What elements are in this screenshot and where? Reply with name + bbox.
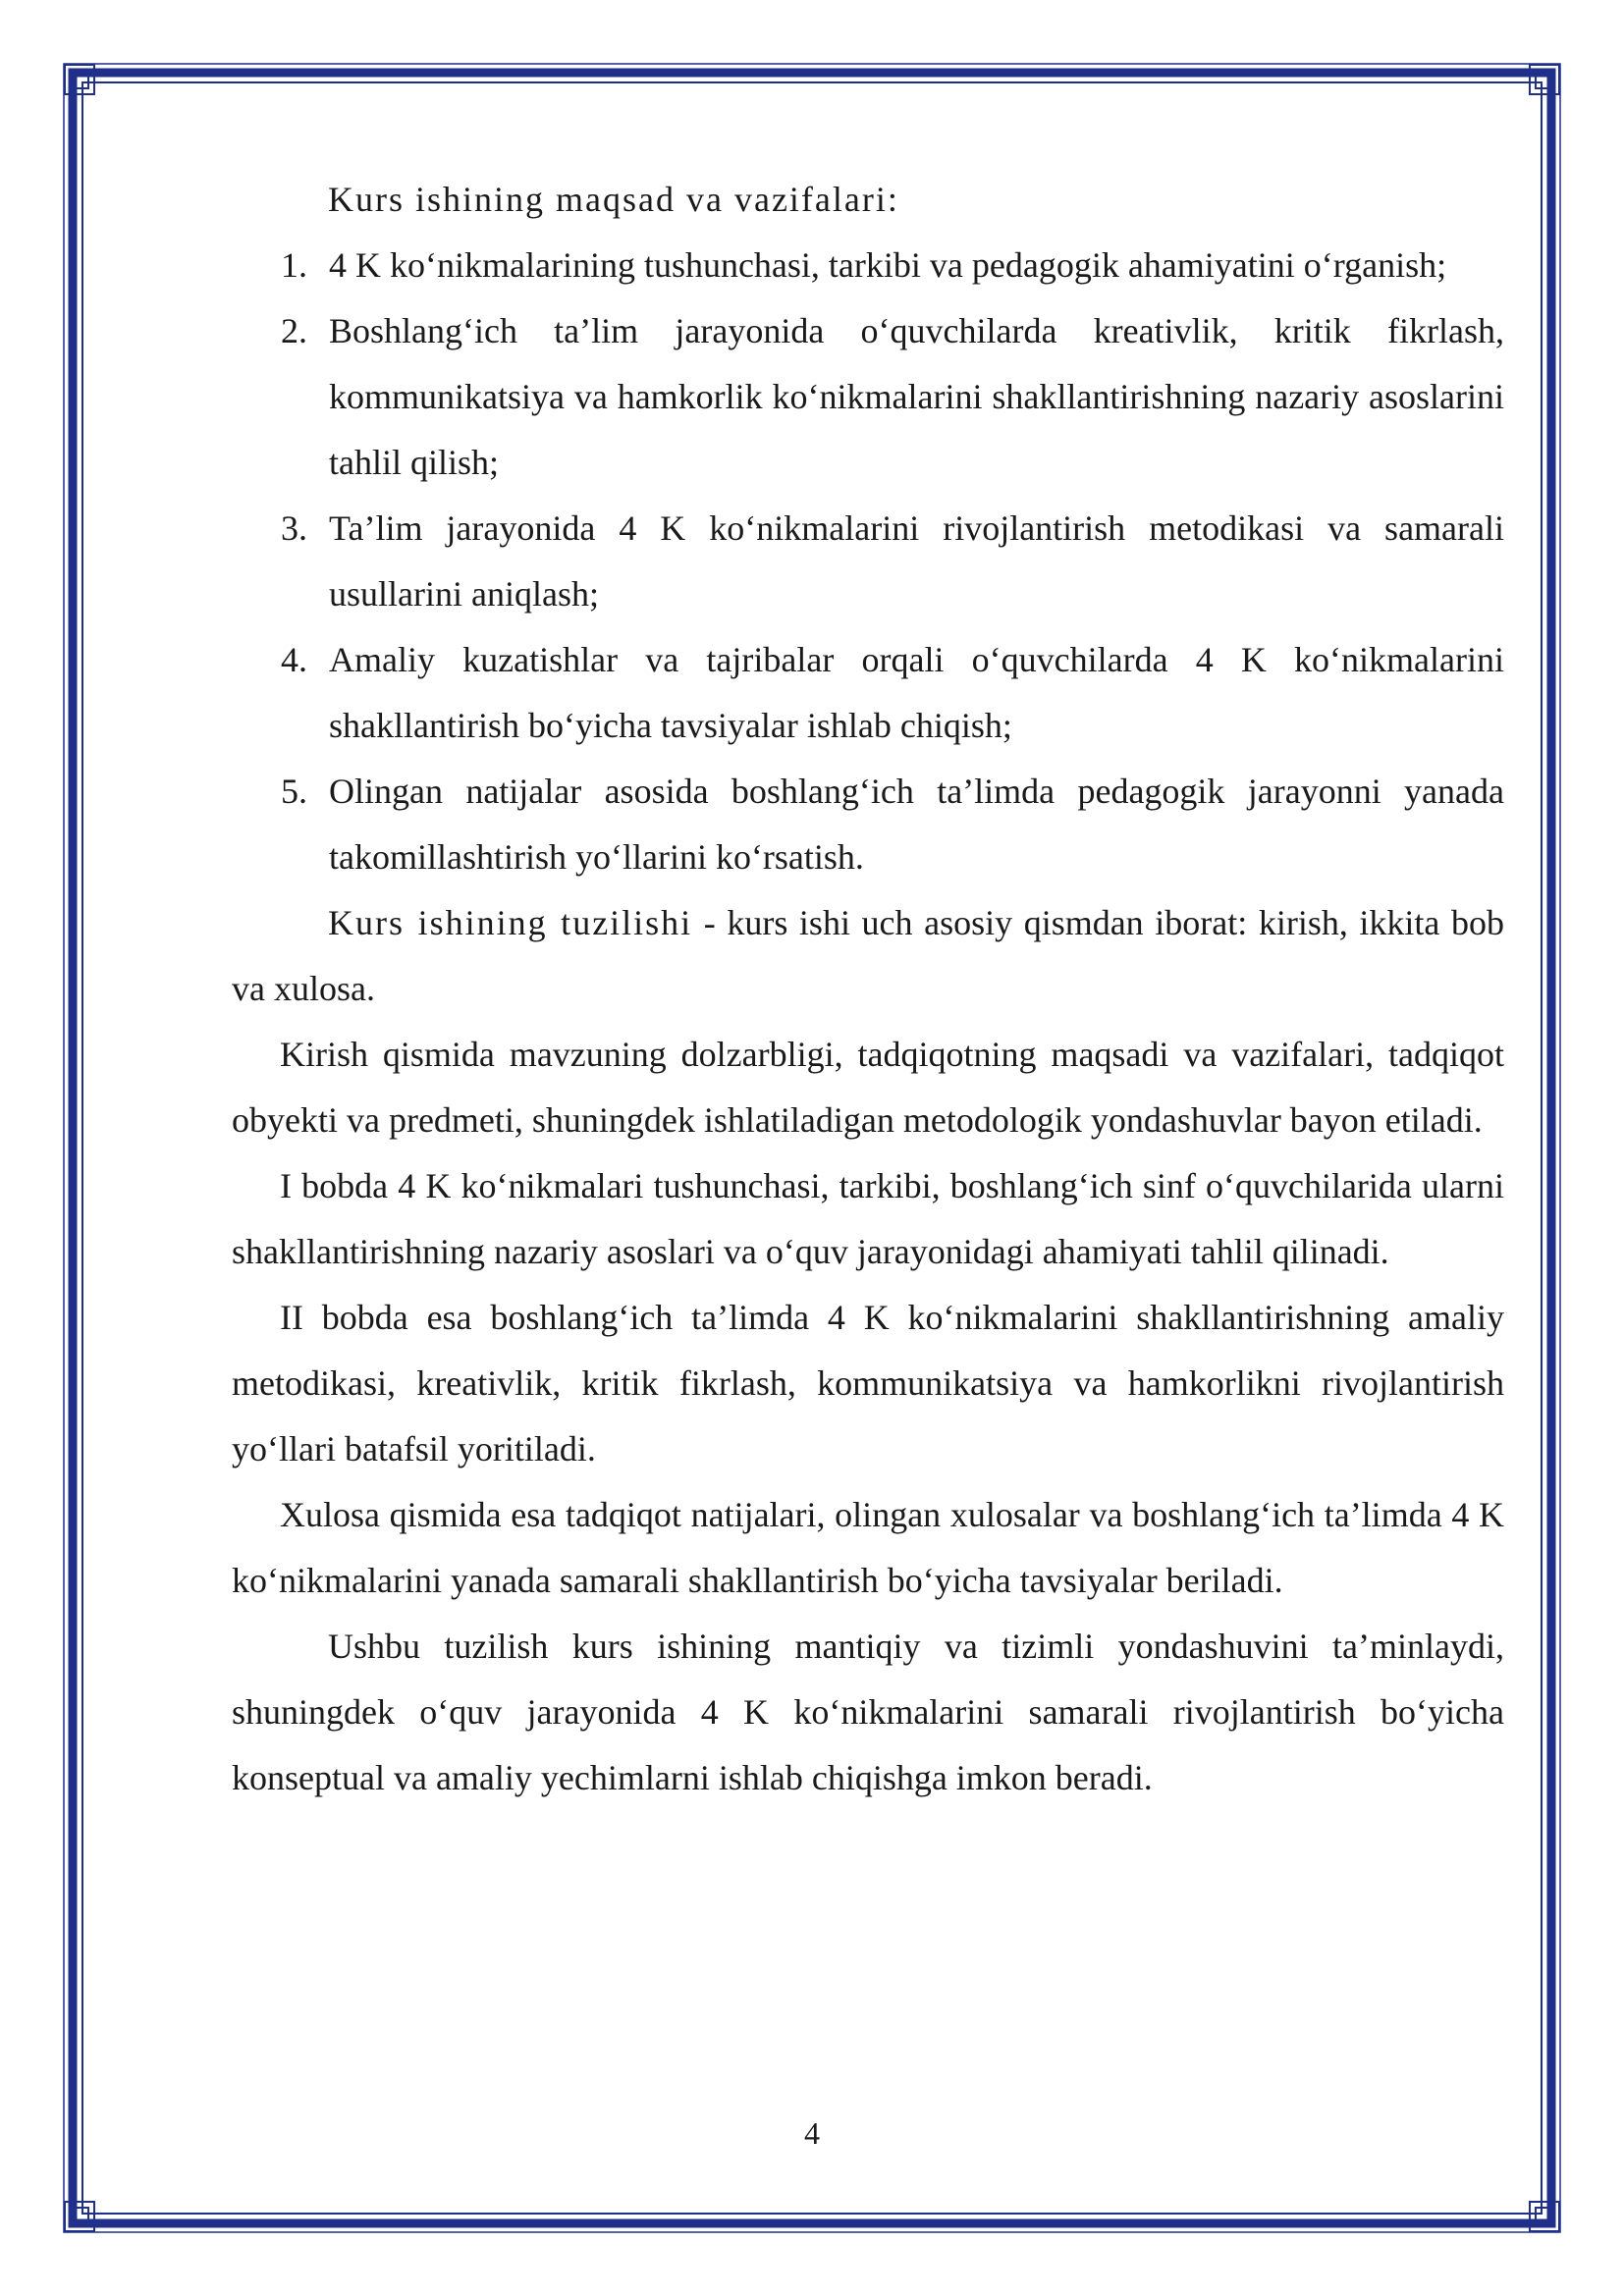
list-item-number: 5. [281,772,307,811]
list-item [232,496,1504,627]
list-item-number: 1. [281,245,307,285]
list-item-text: Olingan natijalar asosida boshlang‘ich ta’limda pedagogik jarayonni yanada takomillashtirish yo‘llarini ko‘rsatish. [329,772,1504,877]
list-item-text: Amaliy kuzatishlar va tajribalar orqali o‘quvchilarda 4 K ko‘nikmalarini shakllantirish bo‘yicha tavsiyalar ishlab chiqish; [329,640,1504,745]
list-item [232,298,1504,496]
paragraph-chapter-two: II bobda esa boshlang‘ich ta’limda 4 K ko‘nikmalarini shakllantirishning amaliy metodikasi, kreativlik, kritik fikrlash, kommunikatsiya va hamkorlikni rivojlantirish yo‘llari batafsil yoritiladi. [232,1298,1504,1468]
list-item-text: Ta’lim jarayonida 4 K ko‘nikmalarini rivojlantirish metodikasi va samarali usullarini aniqlash; [329,508,1504,614]
list-item [232,627,1504,759]
structure-lead: Kurs ishining tuzilishi [328,903,693,942]
paragraph-introduction: Kirish qismida mavzuning dolzarbligi, tadqiqotning maqsadi va vazifalari, tadqiqot obyekti va predmeti, shuningdek ishlatiladigan metodologik yondashuvlar bayon etiladi. [232,1035,1504,1140]
page-body [232,167,1504,1811]
objectives-heading [232,167,1504,233]
closing-paragraph: Ushbu tuzilish kurs ishining mantiqiy va tizimli yondashuvini ta’minlaydi, shuningdek o‘quv jarayonida 4 K ko‘nikmalarini samarali rivojlantirish bo‘yicha konseptual va amaliy yechimlarni ishlab chiqishga imkon beradi. [232,1627,1504,1797]
list-item-number: 3. [281,508,307,548]
paragraph-conclusion: Xulosa qismida esa tadqiqot natijalari, olingan xulosalar va boshlang‘ich ta’limda 4 K ko‘nikmalarini yanada samarali shakllantirish bo‘yicha tavsiyalar beriladi. [232,1495,1504,1600]
objectives-heading-text: Kurs ishining maqsad va vazifalari: [328,180,899,219]
list-item-number: 4. [281,640,307,679]
structure-text: - kurs ishi uch asosiy qismdan iborat: kirish, ikkita bob va xulosa. [232,903,1504,1008]
list-item [232,759,1504,890]
list-item-text: 4 K ko‘nikmalarining tushunchasi, tarkibi va pedagogik ahamiyatini o‘rganish; [329,245,1447,285]
list-item-number: 2. [281,311,307,350]
structure-paragraph [232,890,1504,1022]
list-item [232,233,1504,298]
paragraph-chapter-one: I bobda 4 K ko‘nikmalari tushunchasi, tarkibi, boshlang‘ich sinf o‘quvchilarida ularni shakllantirishning nazariy asoslari va o‘quv jarayonidagi ahamiyati tahlil qilinadi. [232,1166,1504,1271]
page-number: 4 [804,2115,820,2151]
list-item-text: Boshlang‘ich ta’lim jarayonida o‘quvchilarda kreativlik, kritik fikrlash, kommunikatsiya va hamkorlik ko‘nikmalarini shakllantirishning nazariy asoslarini tahlil qilish; [329,311,1504,482]
objectives-list [232,233,1504,890]
